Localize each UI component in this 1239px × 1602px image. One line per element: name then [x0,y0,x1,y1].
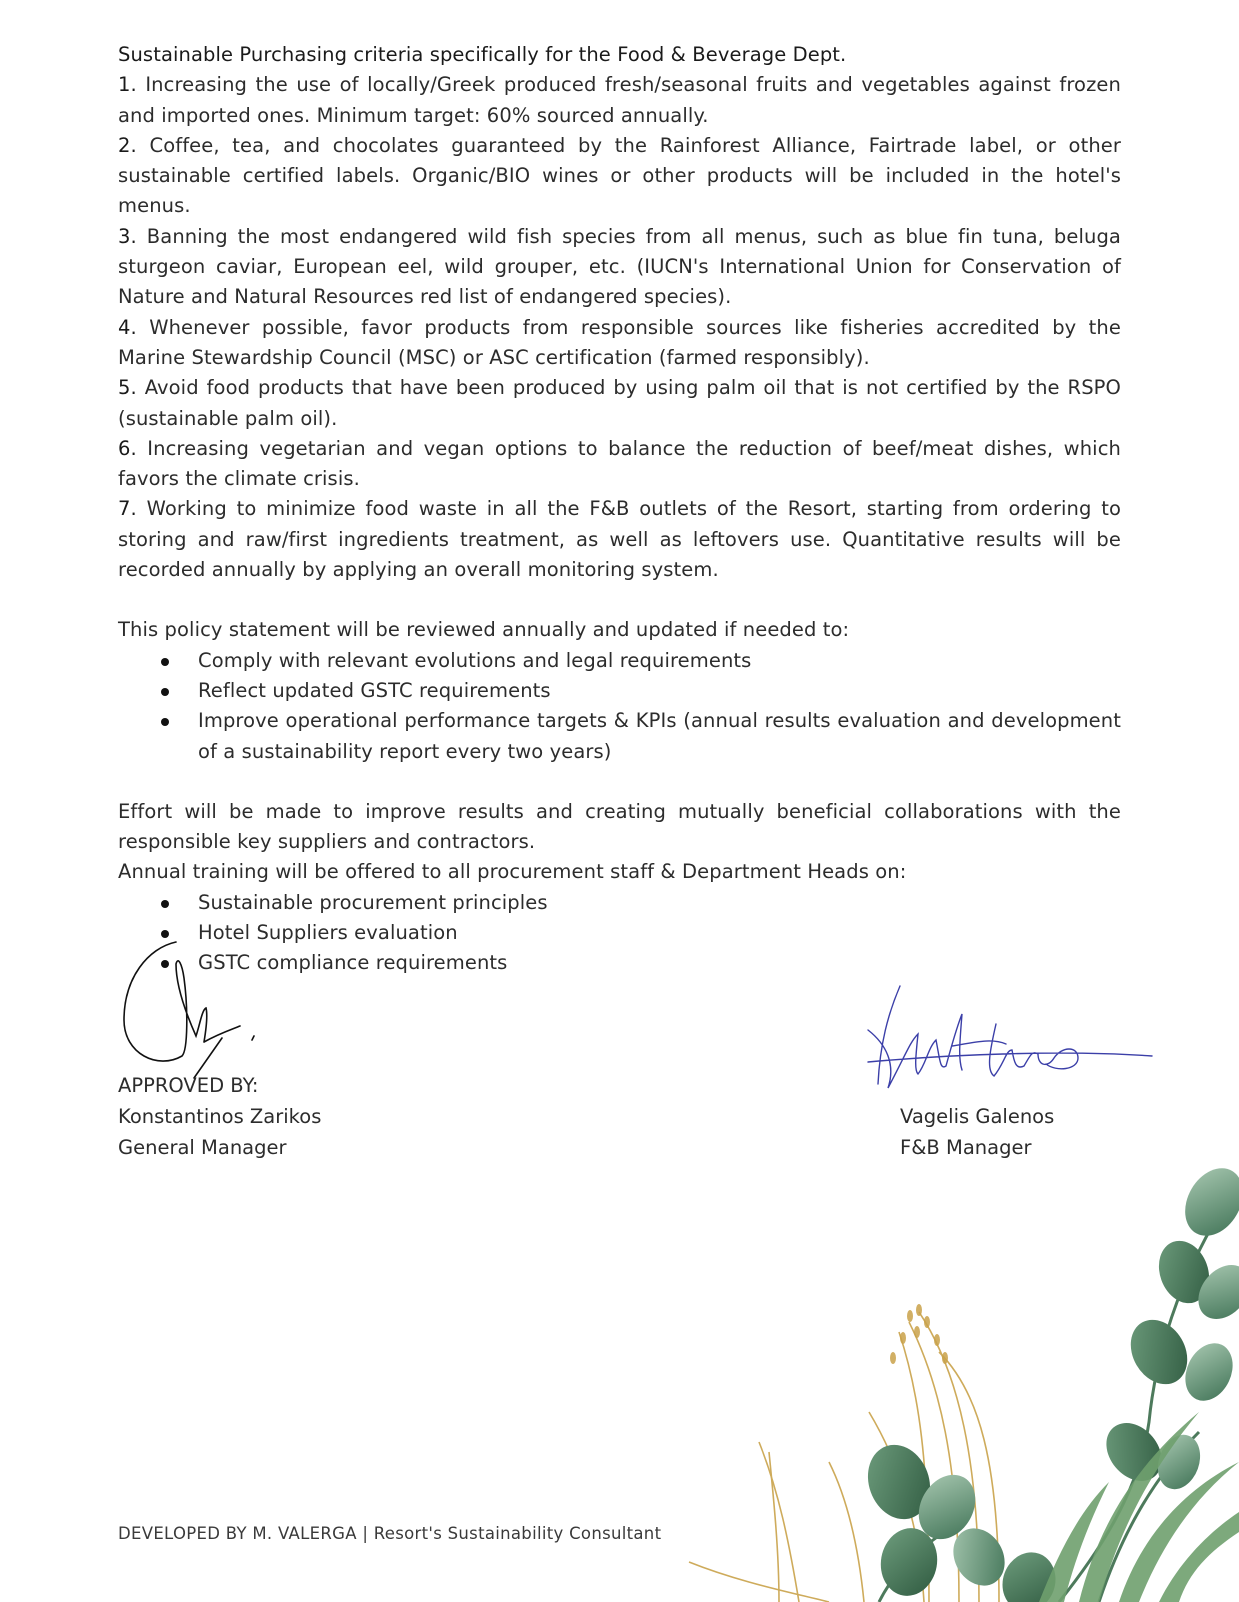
review-intro: This policy statement will be reviewed annually and updated if needed to: [118,618,850,642]
botanical-leaves-illustration [679,1162,1239,1602]
list-item: GSTC compliance requirements [118,948,1121,978]
effort-paragraph: Effort will be made to improve results and creating mutually beneficial collaborations with the responsible key suppliers and contractors. [118,799,1121,854]
criteria-text: Whenever possible, favor products from responsible sources like fisheries accredited by the Marine Stewardship Council (MSC) or ASC certification (farmed responsibly). [118,315,1121,369]
criteria-item [118,373,1121,434]
spacer [118,585,1121,615]
criteria-item [118,494,1121,585]
list-item: Improve operational performance targets & KPIs (annual results evaluation and development of a sustainability report every two years) [118,706,1121,767]
training-intro: Annual training will be offered to all procurement staff & Department Heads on: [118,860,907,884]
criteria-number: 5. [118,376,137,400]
approver-name: Konstantinos Zarikos [118,1105,322,1128]
criteria-text: Avoid food products that have been produced by using palm oil that is not certified by the RSPO (sustainable palm oil). [118,376,1121,430]
criteria-number: 6. [118,436,137,460]
criteria-number: 3. [118,224,137,248]
approver-title: F&B Manager [900,1136,1032,1159]
policy-content [118,40,1121,979]
criteria-text: Increasing vegetarian and vegan options to balance the reduction of beef/meat dishes, which favors the climate crisis. [118,436,1121,491]
list-item: Reflect updated GSTC requirements [118,676,1121,706]
criteria-number: 4. [118,315,137,339]
approver-title: General Manager [118,1136,287,1159]
criteria-item [118,131,1121,222]
criteria-item [118,313,1121,374]
signature-right [866,984,1156,1094]
training-list [118,888,1121,979]
criteria-text: Working to minimize food waste in all the F&B outlets of the Resort, starting from ordering to storing and raw/first ingredients treatment, as well as leftovers use. Quantitative results will be recorded annually by applying an overall monitoring system. [118,497,1121,582]
criteria-text: Coffee, tea, and chocolates guaranteed by the Rainforest Alliance, Fairtrade label, or other sustainable certified labels. Organic/BIO wines or other products will be included in the hotel's menus. [118,133,1121,218]
criteria-item [118,434,1121,495]
footer-credit: DEVELOPED BY M. VALERGA | Resort's Sustainability Consultant [118,1524,662,1543]
signature-left [118,938,268,1088]
approved-by-label: APPROVED BY: [118,1074,259,1097]
criteria-text: Banning the most endangered wild fish species from all menus, such as blue fin tuna, beluga sturgeon caviar, European eel, wild grouper, etc. (IUCN's International Union for Conservation of Nature and Natural Resources red list of endangered species). [118,224,1121,309]
criteria-list [118,70,1121,585]
criteria-item [118,70,1121,131]
criteria-number: 2. [118,133,137,157]
spacer [118,767,1121,797]
criteria-number: 1. [118,73,137,97]
list-item: Sustainable procurement principles [118,888,1121,918]
list-item: Comply with relevant evolutions and legal requirements [118,646,1121,676]
approver-name: Vagelis Galenos [900,1105,1055,1128]
criteria-item [118,222,1121,313]
approver-right [900,1101,1054,1163]
criteria-text: Increasing the use of locally/Greek produced fresh/seasonal fruits and vegetables against frozen and imported ones. Minimum target: 60% sourced annually. [118,73,1121,127]
review-list [118,646,1121,767]
approver-left [118,1070,321,1163]
section-heading: Sustainable Purchasing criteria specifically for the Food & Beverage Dept. [118,43,847,66]
list-item: Hotel Suppliers evaluation [118,918,1121,948]
criteria-number: 7. [118,497,137,521]
